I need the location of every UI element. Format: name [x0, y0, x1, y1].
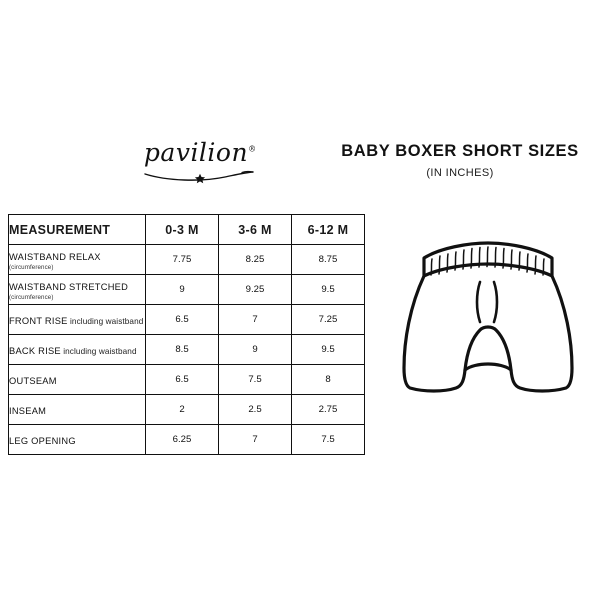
cell-value: 8.5	[146, 335, 219, 365]
cell-value: 8.75	[292, 245, 365, 275]
swash-underline-with-star-icon	[141, 170, 259, 184]
cell-value: 8	[292, 365, 365, 395]
brand-name-text: pavilion	[143, 138, 249, 167]
row-label-note: including waistband	[67, 316, 144, 326]
column-header-6-12m: 6-12 M	[292, 215, 365, 245]
row-label-main: LEG OPENING	[9, 435, 76, 446]
table-row	[9, 275, 365, 305]
cell-value: 7.5	[219, 365, 292, 395]
table-body	[9, 245, 365, 455]
row-label-waistband-relax	[9, 245, 146, 275]
cell-value: 8.25	[219, 245, 292, 275]
table-row	[9, 335, 365, 365]
row-label-main: WAISTBAND RELAX	[9, 251, 101, 262]
brand-logo	[100, 140, 300, 166]
cell-value: 7.25	[292, 305, 365, 335]
cell-value: 7	[219, 305, 292, 335]
size-table-wrapper	[8, 214, 360, 455]
size-table	[8, 214, 365, 455]
row-label-back-rise	[9, 335, 146, 365]
cell-value: 9.5	[292, 335, 365, 365]
cell-value: 9	[146, 275, 219, 305]
table-header	[9, 215, 365, 245]
table-header-row	[9, 215, 365, 245]
cell-value: 9.25	[219, 275, 292, 305]
row-label-outseam	[9, 365, 146, 395]
cell-value: 9	[219, 335, 292, 365]
cell-value: 9.5	[292, 275, 365, 305]
row-label-waistband-stretched	[9, 275, 146, 305]
row-label-main: OUTSEAM	[9, 375, 57, 386]
row-label-sub: (circumference)	[9, 294, 54, 302]
column-header-3-6m: 3-6 M	[219, 215, 292, 245]
cell-value: 7.5	[292, 425, 365, 455]
row-label-front-rise	[9, 305, 146, 335]
row-label-note: including waistband	[60, 346, 137, 356]
row-label-inseam	[9, 395, 146, 425]
row-label-leg-opening	[9, 425, 146, 455]
table-row	[9, 425, 365, 455]
table-row	[9, 245, 365, 275]
row-label-main: FRONT RISE	[9, 315, 68, 326]
title-block	[330, 142, 590, 179]
page-title: BABY BOXER SHORT SIZES	[341, 142, 579, 160]
table-row	[9, 395, 365, 425]
cell-value: 7.75	[146, 245, 219, 275]
page-subtitle: (IN INCHES)	[426, 167, 494, 179]
row-label-main: INSEAM	[9, 405, 47, 416]
table-row	[9, 365, 365, 395]
cell-value: 6.5	[146, 305, 219, 335]
header	[0, 140, 600, 200]
cell-value: 6.5	[146, 365, 219, 395]
shorts-line-drawing-icon	[380, 228, 596, 418]
cell-value: 6.25	[146, 425, 219, 455]
row-label-main: WAISTBAND STRETCHED	[9, 281, 129, 292]
cell-value: 2.75	[292, 395, 365, 425]
column-header-measurement: MEASUREMENT	[9, 215, 146, 245]
boxer-shorts-illustration	[380, 228, 596, 418]
row-label-sub: (circumference)	[9, 264, 54, 272]
row-label-main: BACK RISE	[9, 345, 61, 356]
cell-value: 2	[146, 395, 219, 425]
cell-value: 7	[219, 425, 292, 455]
cell-value: 2.5	[219, 395, 292, 425]
column-header-0-3m: 0-3 M	[146, 215, 219, 245]
table-row	[9, 305, 365, 335]
registered-mark: ®	[248, 144, 257, 154]
brand-name	[144, 140, 256, 165]
